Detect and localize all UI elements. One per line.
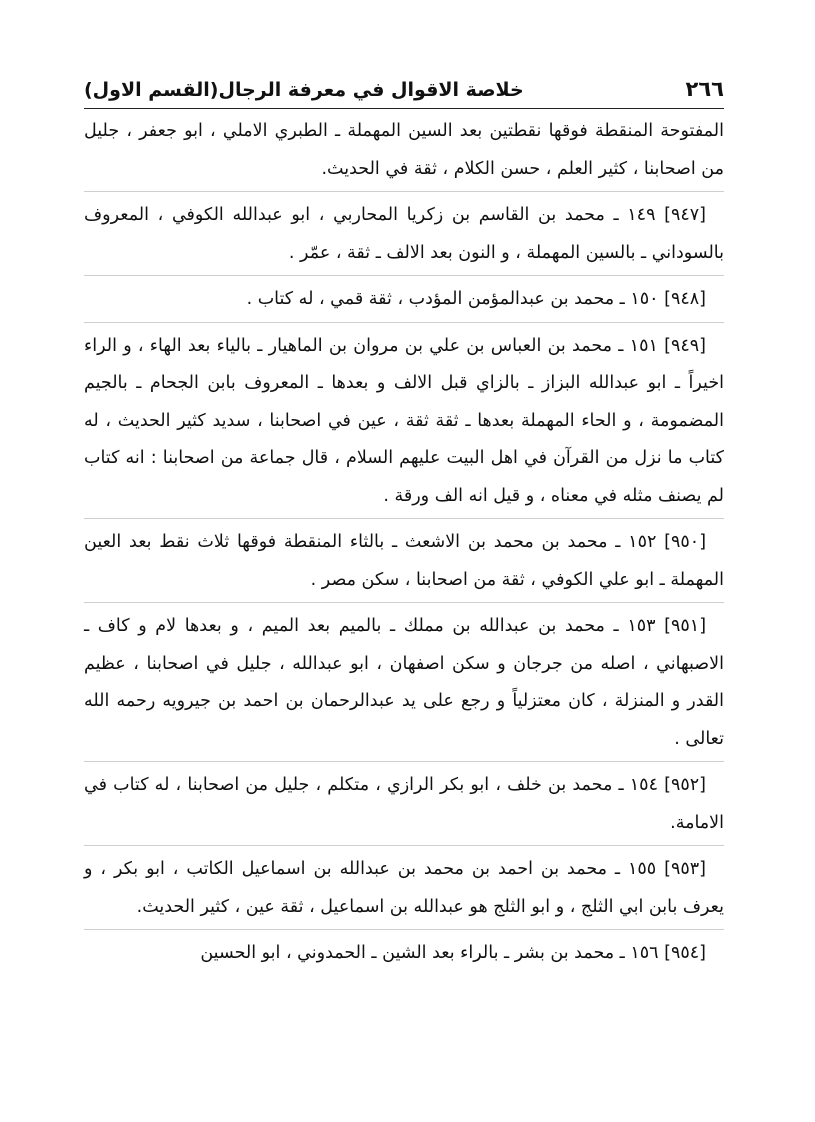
page-body <box>84 113 724 973</box>
entry-954: [٩٥٤] ١٥٦ ـ محمد بن بشر ـ بالراء بعد الشين ـ الحمدوني ، ابو الحسين <box>200 943 706 963</box>
entry-divider <box>84 322 724 323</box>
entry-947: [٩٤٧] ١٤٩ ـ محمد بن القاسم بن زكريا المحاربي ، ابو عبدالله الكوفي ، المعروف بالسوداني ـ بالسين المهملة ، و النون بعد الالف ـ ثقة ، عمّر . <box>84 205 724 263</box>
entry-952: [٩٥٢] ١٥٤ ـ محمد بن خلف ، ابو بكر الرازي ، متكلم ، جليل من اصحابنا ، له كتاب في الامامة. <box>84 775 724 833</box>
entry-948: [٩٤٨] ١٥٠ ـ محمد بن عبدالمؤمن المؤدب ، ثقة قمي ، له كتاب . <box>246 289 706 309</box>
entry-divider <box>84 191 724 192</box>
entry-953: [٩٥٣] ١٥٥ ـ محمد بن احمد بن محمد بن عبدالله بن اسماعيل الكاتب ، ابو بكر ، و يعرف بابن ابي الثلج ، و ابو الثلج هو عبدالله بن اسماعيل ، ثقة عين ، كثير الحديث. <box>84 859 724 917</box>
entry-divider <box>84 275 724 276</box>
entry-divider <box>84 518 724 519</box>
entry-divider <box>84 845 724 846</box>
header-rule <box>84 108 724 109</box>
entry-divider <box>84 761 724 762</box>
book-page <box>84 72 724 973</box>
entry-divider <box>84 602 724 603</box>
entry-continuation: المفتوحة المنقطة فوقها نقطتين بعد السين المهملة ـ الطبري الاملي ، ابو جعفر ، جليل من اصحابنا ، كثير العلم ، حسن الكلام ، ثقة في الحديث. <box>84 121 724 179</box>
running-header <box>84 72 724 106</box>
entry-951: [٩٥١] ١٥٣ ـ محمد بن عبدالله بن مملك ـ بالميم بعد الميم ، و بعدها لام و كاف ـ الاصبهاني ، اصله من جرجان و سكن اصفهان ، ابو عبدالله ، جليل في اصحابنا ، عظيم القدر و المنزلة ، كان معتزلياً و رجع على يد عبدالرحمان بن احمد بن جيرويه رحمه الله تعالى . <box>84 616 724 749</box>
entry-divider <box>84 929 724 930</box>
entry-950: [٩٥٠] ١٥٢ ـ محمد بن محمد بن الاشعث ـ بالثاء المنقطة فوقها ثلاث نقط بعد العين المهملة ـ ابو علي الكوفي ، ثقة من اصحابنا ، سكن مصر . <box>84 532 724 590</box>
running-title: خلاصة الاقوال في معرفة الرجال(القسم الاول) <box>84 79 524 101</box>
page-number: ٢٦٦ <box>685 77 724 101</box>
entry-949: [٩٤٩] ١٥١ ـ محمد بن العباس بن علي بن مروان بن الماهيار ـ بالياء بعد الهاء ، و الراء اخيراً ـ ابو عبدالله البزاز ـ بالزاي قبل الالف و بعدها ـ المعروف بابن الجحام ـ بالجيم المضمومة ، و الحاء المهملة بعدها ـ ثقة ثقة ، عين في اصحابنا ، سديد كثير الحديث ، له كتاب ما نزل من القرآن في اهل البيت عليهم السلام ، قال جماعة من اصحابنا : انه كتاب لم يصنف مثله في معناه ، و قيل انه الف ورقة . <box>84 335 724 506</box>
